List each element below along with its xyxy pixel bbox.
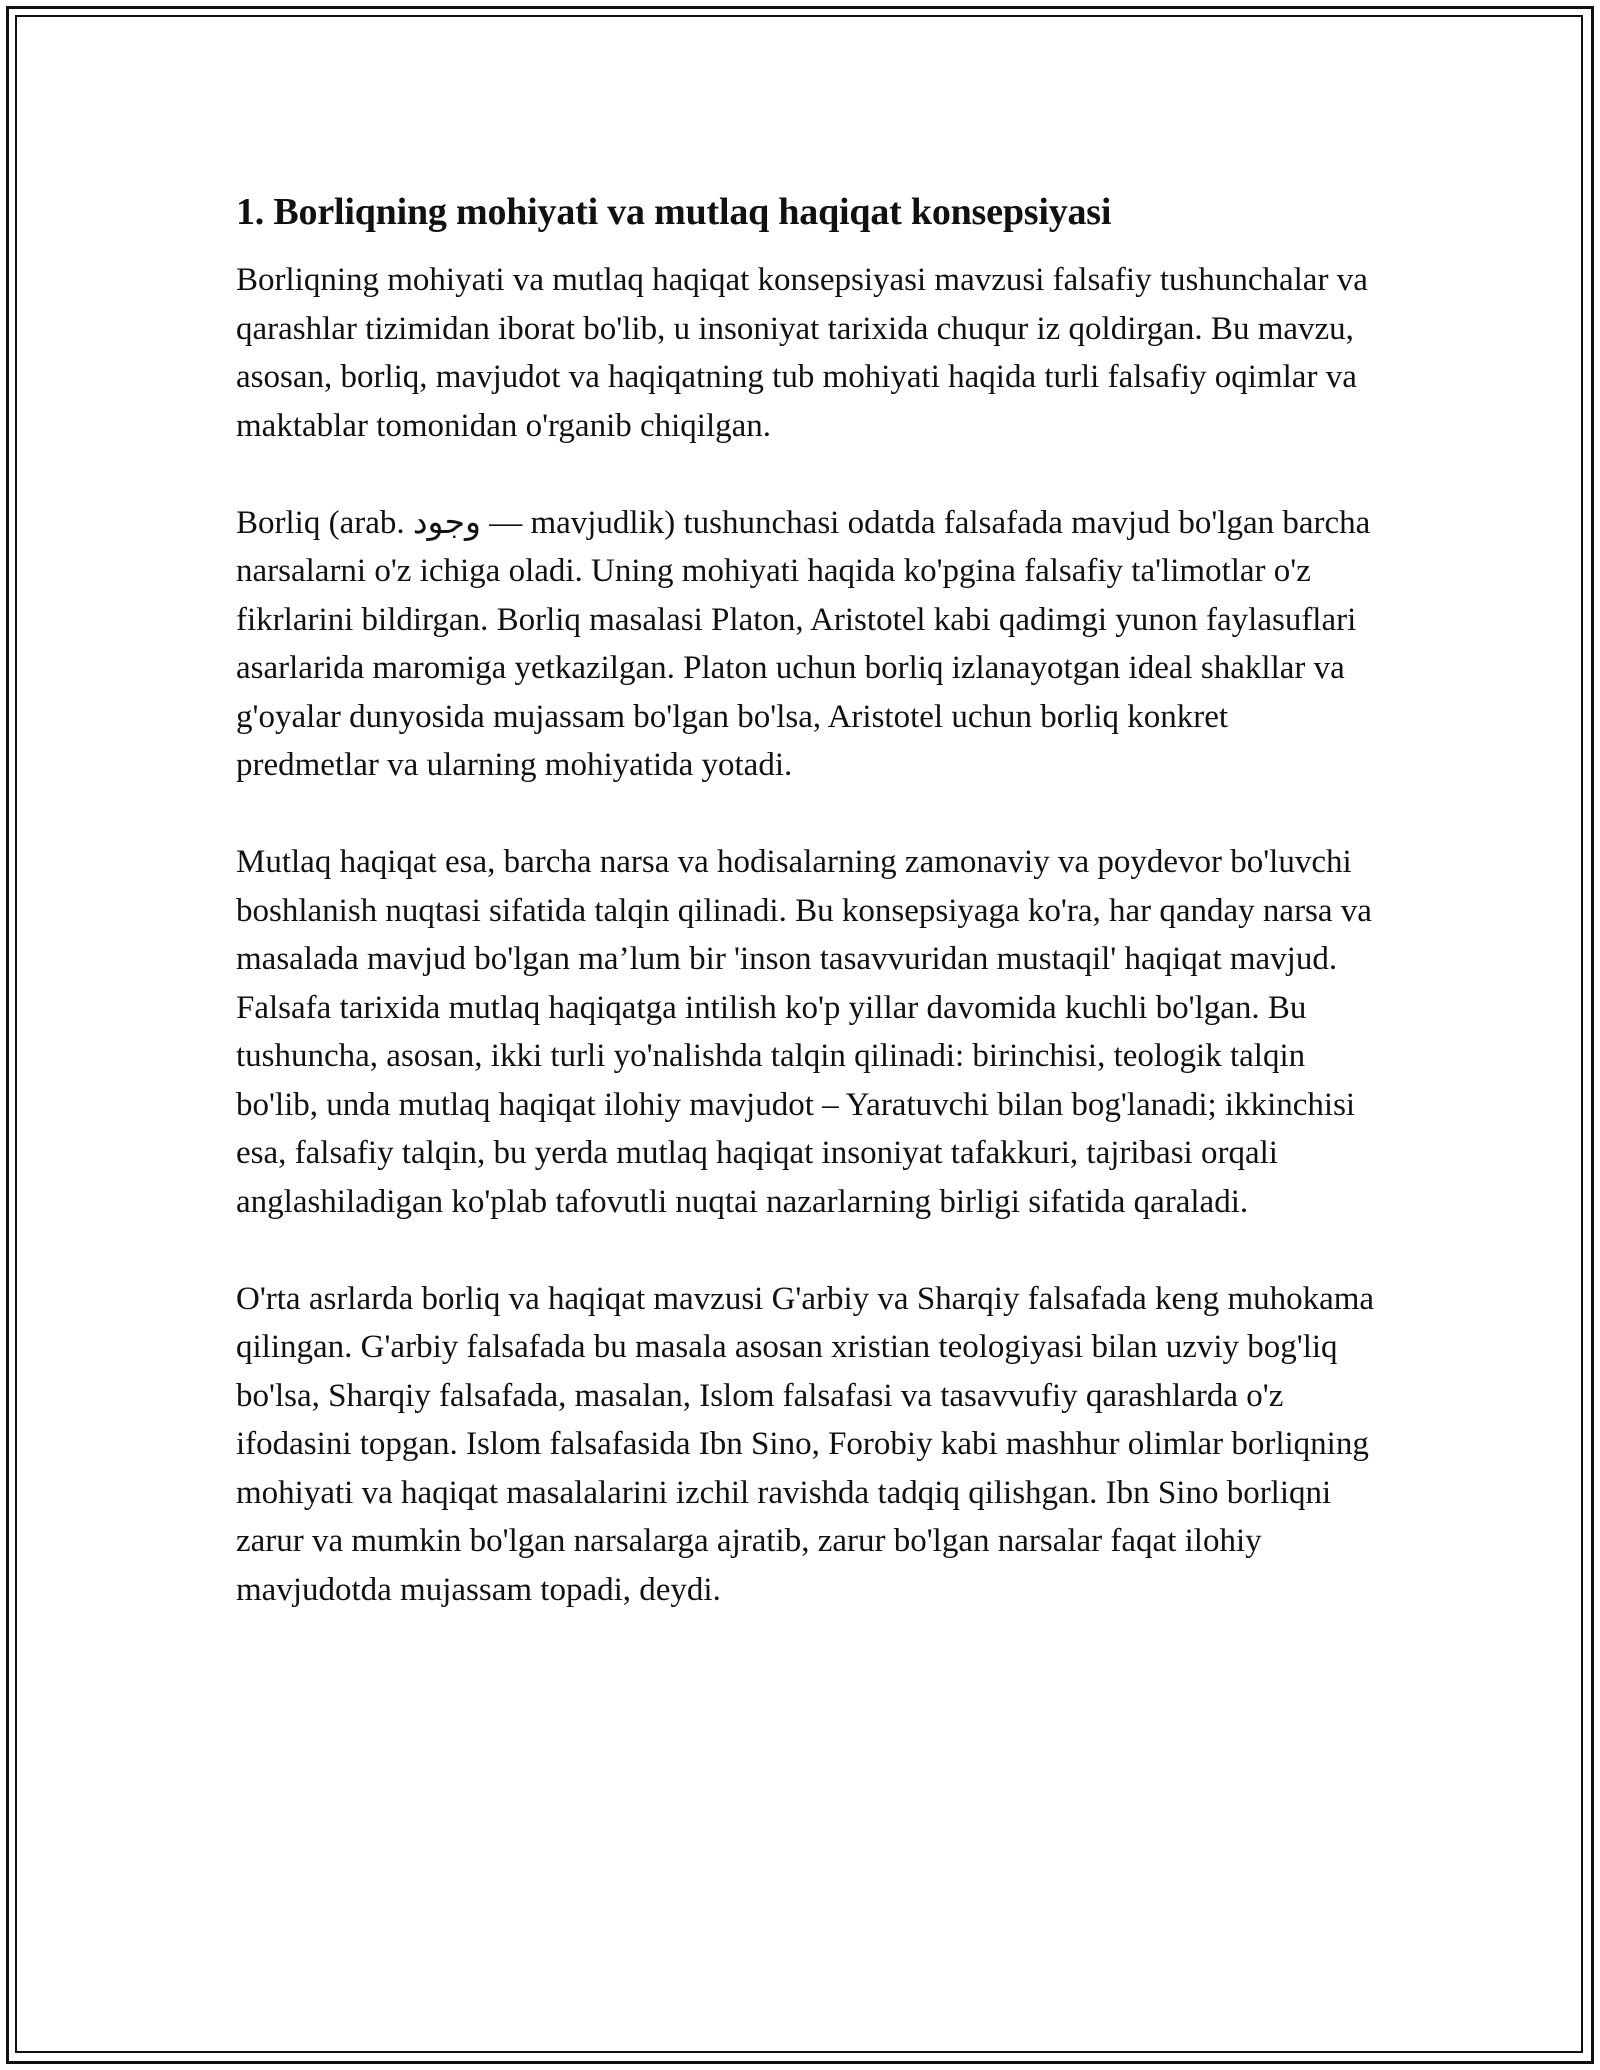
paragraph-3: Mutlaq haqiqat esa, barcha narsa va hodisalarning zamonaviy va poydevor bo'luvchi boshlanish nuqtasi sifatida talqin qilinadi. Bu konsepsiyaga ko'ra, har qanday narsa va masalada mavjud bo'lgan ma’lum bir 'inson tasavvuridan mustaqil' haqiqat mavjud. Falsafa tarixida mutlaq haqiqatga intilish ko'p yillar davomida kuchli bo'lgan. Bu tushuncha, asosan, ikki turli yo'nalishda talqin qilinadi: birinchisi, teologik talqin bo'lib, unda mutlaq haqiqat ilohiy mavjudot – Yaratuvchi bilan bog'lanadi; ikkinchisi esa, falsafiy talqin, bu yerda mutlaq haqiqat insoniyat tafakkuri, tajribasi orqali anglashiladigan ko'plab tafovutli nuqtai nazarlarning birligi sifatida qaraladi. bbox=[236, 844, 1372, 1220]
paragraph-2: Borliq (arab. وجود — mavjudlik) tushunchasi odatda falsafada mavjud bo'lgan barcha narsalarni o'z ichiga oladi. Uning mohiyati haqida ko'pgina falsafiy ta'limotlar o'z fikrlarini bildirgan. Borliq masalasi Platon, Aristotel kabi qadimgi yunon faylasuflari asarlarida maromiga yetkazilgan. Platon uchun borliq izlanayotgan ideal shakllar va g'oyalar dunyosida mujassam bo'lgan bo'lsa, Aristotel uchun borliq konkret predmetlar va ularning mohiyatida yotadi. bbox=[236, 504, 1371, 783]
document-body bbox=[236, 188, 1376, 1663]
section-heading: 1. Borliqning mohiyati va mutlaq haqiqat konsepsiyasi bbox=[236, 191, 1112, 233]
paragraph-1: Borliqning mohiyati va mutlaq haqiqat konsepsiyasi mavzusi falsafiy tushunchalar va qarashlar tizimidan iborat bo'lib, u insoniyat tarixida chuqur iz qoldirgan. Bu mavzu, asosan, borliq, mavjudot va haqiqatning tub mohiyati haqida turli falsafiy oqimlar va maktablar tomonidan o'rganib chiqilgan. bbox=[236, 262, 1368, 444]
paragraph-4: O'rta asrlarda borliq va haqiqat mavzusi G'arbiy va Sharqiy falsafada keng muhokama qilingan. G'arbiy falsafada bu masala asosan xristian teologiyasi bilan uzviy bog'liq bo'lsa, Sharqiy falsafada, masalan, Islom falsafasi va tasavvufiy qarashlarda o'z ifodasini topgan. Islom falsafasida Ibn Sino, Forobiy kabi mashhur olimlar borliqning mohiyati va haqiqat masalalarini izchil ravishda tadqiq qilishgan. Ibn Sino borliqni zarur va mumkin bo'lgan narsalarga ajratib, zarur bo'lgan narsalar faqat ilohiy mavjudotda mujassam topadi, deydi. bbox=[236, 1280, 1375, 1608]
